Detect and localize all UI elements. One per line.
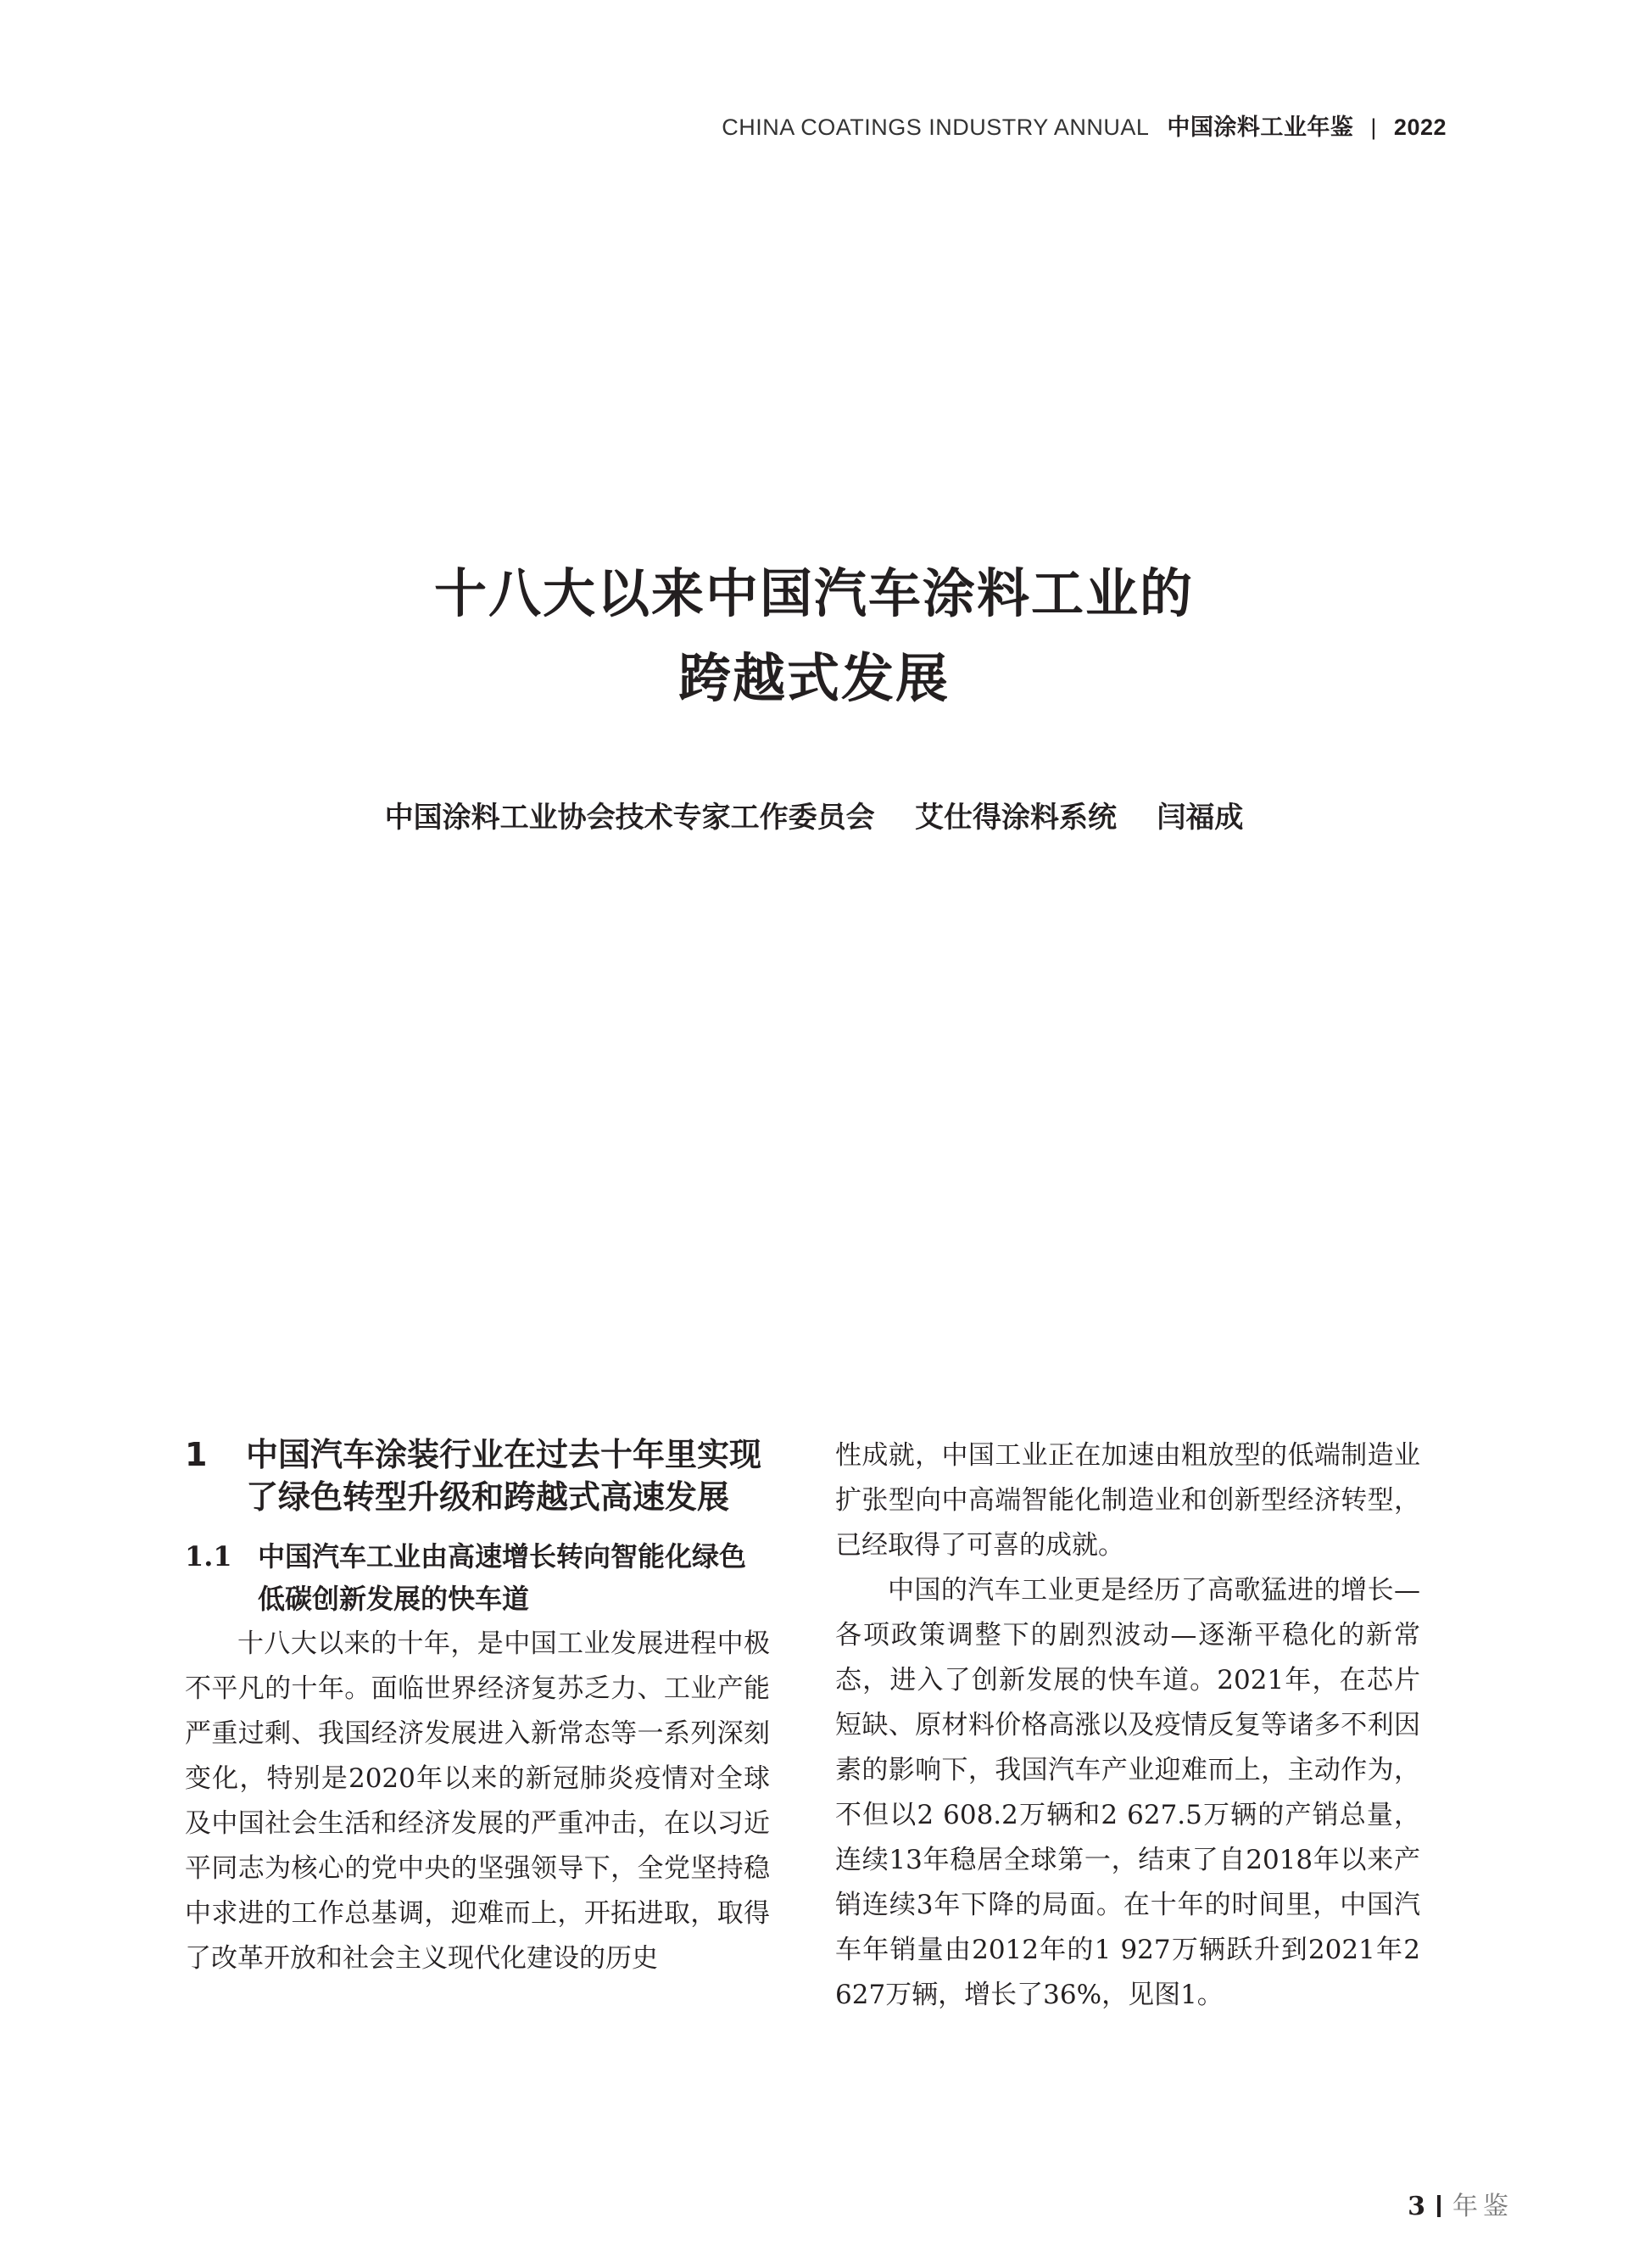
page-number: 3 [1408,2192,1425,2221]
paragraph-2: 中国的汽车工业更是经历了高歌猛进的增长—各项政策调整下的剧烈波动—逐渐平稳化的新常态，进入了创新发展的快车道。2021年，在芯片短缺、原材料价格高涨以及疫情反复等诸多不利因素的影响下，我国汽车产业迎难而上，主动作为，不但以2 608.2万辆和2 627.5万辆的产销总量，连续13年稳居全球第一，结束了自2018年以来产销连续3年下降的局面。在十年的时间里，中国汽车年销量由2012年的1 927万辆跃升到2021年2 627万辆，增长了36%，见图1。 [835,1575,1420,2010]
subsection-number: 1.1 [185,1540,232,1573]
header-year: 2022 [1393,115,1447,140]
left-column [185,1433,770,1981]
section-number: 1 [185,1436,208,1473]
footer-label: 年鉴 [1452,2192,1514,2221]
header-separator: | [1370,115,1377,140]
article-authors: 中国涂料工业协会技术专家工作委员会 艾仕得涂料系统 闫福成 [384,801,1244,835]
article-title-line-1: 十八大以来中国汽车涂料工业的 [433,562,1194,624]
article-title [0,551,1628,721]
paragraph-1-continued: 性成就，中国工业正在加速由粗放型的低端制造业扩张型向中高端智能化制造业和创新型经济转型，已经取得了可喜的成就。 [835,1440,1420,1561]
running-header [722,109,1447,142]
header-chinese-title: 中国涂料工业年鉴 [1167,115,1354,141]
paragraph-1: 十八大以来的十年，是中国工业发展进程中极不平凡的十年。面临世界经济复苏乏力、工业产能严重过剩、我国经济发展进入新常态等一系列深刻变化，特别是2020年以来的新冠肺炎疫情对全球及中国社会生活和经济发展的严重冲击，在以习近平同志为核心的党中央的坚强领导下，全党坚持稳中求进的工作总基调，迎难而上，开拓进取，取得了改革开放和社会主义现代化建设的历史 [185,1628,770,1974]
subsection-heading [185,1535,770,1620]
section-heading [185,1433,770,1518]
right-column [835,1433,1420,2018]
article-title-line-2: 跨越式发展 [677,647,950,709]
page-footer [1408,2185,1514,2222]
footer-divider [1437,2195,1441,2217]
section-heading-text: 中国汽车涂装行业在过去十年里实现了绿色转型升级和跨越式高速发展 [246,1436,762,1516]
subsection-heading-text: 中国汽车工业由高速增长转向智能化绿色低碳创新发展的快车道 [258,1540,747,1615]
header-english-title: CHINA COATINGS INDUSTRY ANNUAL [722,115,1149,140]
